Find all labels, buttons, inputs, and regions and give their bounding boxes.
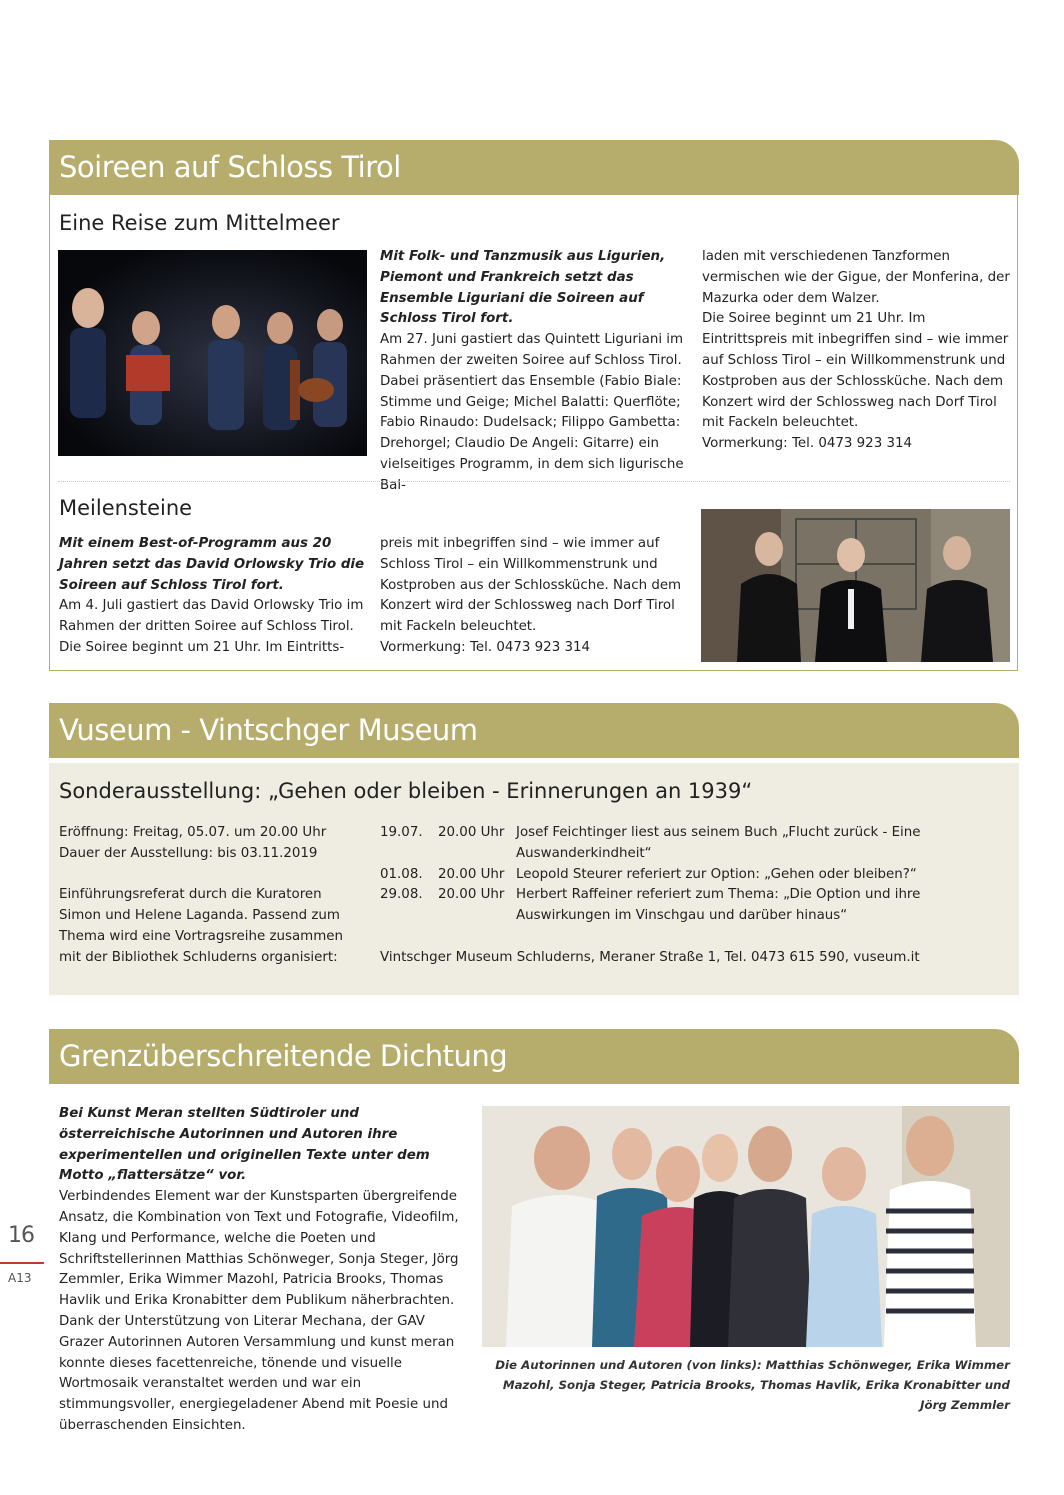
page-number-rule (0, 1262, 44, 1264)
article-lead: Mit einem Best-of-Programm aus 20 Jahren setzt das David Orlowsky Trio die Soireen auf Schloss Tirol fort. (59, 536, 365, 593)
reservation-contact: Vormerkung: Tel. 0473 923 314 (702, 436, 913, 452)
event-time: 20.00 Uhr (438, 825, 505, 840)
exhibition-opening: Eröffnung: Freitag, 05.07. um 20.00 Uhr (59, 825, 327, 840)
article-column-1 (380, 247, 688, 497)
article-body: Verbindendes Element war der Kunstsparten übergreifende Ansatz, die Kombination von Text und Fotografie, Videofilm, Klang und Performance, welche die Poeten und Schriftstellerinnen Matthias Schönweger, Sonja Steger, Jörg Zemmler, Erika Wimmer Mazohl, Patricia Brooks, Thomas Havlik und Erika Kronabitter dem Publikum näherbrachten. Dank der Unterstützung von Literar Mechana, der GAV Grazer Autorinnen Autoren Versammlung und kunst meran konnte dieses facettenreiche, tönende und visuelle Wortmosaik veranstaltet werden und war ein stimmungsvoller, energiegeladener Abend mit Poesie und überraschenden Einsichten. (59, 1189, 459, 1433)
article-body-continued: laden mit verschiedenen Tanzformen vermischen wie der Gigue, der Monferina, der Mazurka oder dem Walzer. (702, 249, 1010, 306)
exhibition-info-column (59, 823, 359, 969)
article-divider (58, 481, 1010, 482)
section-band-dichtung (49, 1029, 1019, 1084)
article-body-continued: preis mit inbegriffen sind – wie immer auf Schloss Tirol – ein Willkommenstrunk und Kostproben aus der Schlossküche. Nach dem Konzert wird der Schlossweg nach Dorf Tirol mit Fackeln beleuchtet. (380, 536, 682, 635)
exhibition-intro: Einführungsreferat durch die Kuratoren Simon und Helene Laganda. Passend zum Thema wird eine Vortragsreihe zusammen mit der Bibliothek Schluderns organisiert: (59, 887, 343, 965)
exhibition-duration: Dauer der Ausstellung: bis 03.11.2019 (59, 845, 318, 861)
museum-address: Vintschger Museum Schluderns, Meraner Straße 1, Tel. 0473 615 590, vuseum.it (380, 949, 920, 965)
section-band-vuseum (49, 703, 1019, 758)
musicians-image (58, 250, 367, 456)
section-band-soireen (49, 140, 1019, 195)
lecture-program (380, 823, 1012, 969)
table-row (380, 865, 1012, 886)
article-column-2 (380, 534, 686, 659)
table-row (380, 885, 1012, 927)
page-number: 16 (8, 1223, 34, 1248)
article-heading: Meilensteine (59, 496, 193, 520)
trio-image (701, 509, 1010, 662)
section-title: Grenzüberschreitende Dichtung (59, 1039, 508, 1073)
authors-image (482, 1106, 1010, 1347)
authors-group-photo (482, 1106, 1010, 1347)
event-description: Leopold Steurer referiert zur Option: „Gehen oder bleiben?“ (516, 866, 917, 882)
poetry-article-text (59, 1104, 461, 1437)
article-lead: Mit Folk- und Tanzmusik aus Ligurien, Piemont und Frankreich setzt das Ensemble Liguriani die Soireen auf Schloss Tirol fort. (380, 249, 666, 327)
event-date: 29.08. (380, 887, 423, 903)
article-body-soiree-info: Die Soiree beginnt um 21 Uhr. Im Eintrittspreis mit inbegriffen sind – wie immer auf Schloss Tirol – ein Willkommenstrunk und Kostproben aus der Schlossküche. Nach dem Konzert wird der Schlossweg nach Dorf Tirol mit Fackeln beleuchtet. (702, 311, 1009, 431)
article-column-1 (59, 534, 365, 659)
table-row (380, 823, 1012, 865)
event-description: Josef Feichtinger liest aus seinem Buch „Flucht zurück - Eine Auswanderkindheit“ (516, 825, 921, 861)
article-column-2 (702, 247, 1010, 455)
band-photo-liguriani (58, 250, 367, 456)
event-date: 19.07. (380, 825, 423, 840)
article-lead: Bei Kunst Meran stellten Südtiroler und österreichische Autorinnen und Autoren ihre experimentellen und originellen Texte unter dem Motto „flattersätze“ vor. (59, 1106, 430, 1184)
article-heading: Eine Reise zum Mittelmeer (59, 211, 340, 235)
event-time: 20.00 Uhr (438, 866, 505, 882)
exhibition-heading: Sonderausstellung: „Gehen oder bleiben - Erinnerungen an 1939“ (59, 779, 753, 803)
spacer (59, 865, 359, 886)
issue-label: A13 (8, 1271, 32, 1285)
article-body: Am 4. Juli gastiert das David Orlowsky Trio im Rahmen der dritten Soiree auf Schloss Tirol. Die Soiree beginnt um 21 Uhr. Im Eintritts- (59, 598, 364, 655)
event-time: 20.00 Uhr (438, 887, 505, 903)
trio-photo (701, 509, 1010, 662)
event-description: Herbert Raffeiner referiert zum Thema: „Die Option und ihre Auswirkungen im Vinschgau und darüber hinaus“ (516, 887, 921, 924)
section-title: Vuseum - Vintschger Museum (59, 713, 478, 747)
event-date: 01.08. (380, 866, 423, 882)
article-body: Am 27. Juni gastiert das Quintett Liguriani im Rahmen der zweiten Soiree auf Schloss Tirol. Dabei präsentiert das Ensemble (Fabio Biale: Stimme und Geige; Michel Balatti: Querflöte; Fabio Rinaudo: Dudelsack; Filippo Gambetta: Drehorgel; Claudio De Angeli: Gitarre) ein vielseitiges Programm, in dem sich ligurische Bal- (380, 332, 684, 493)
photo-caption: Die Autorinnen und Autoren (von links): Matthias Schönweger, Erika Wimmer Mazohl, Sonja Steger, Patricia Brooks, Thomas Havlik, Erika Kronabitter und Jörg Zemmler (495, 1358, 1010, 1412)
lecture-table (380, 823, 1012, 927)
section-title: Soireen auf Schloss Tirol (59, 150, 401, 184)
reservation-contact: Vormerkung: Tel. 0473 923 314 (380, 639, 591, 655)
